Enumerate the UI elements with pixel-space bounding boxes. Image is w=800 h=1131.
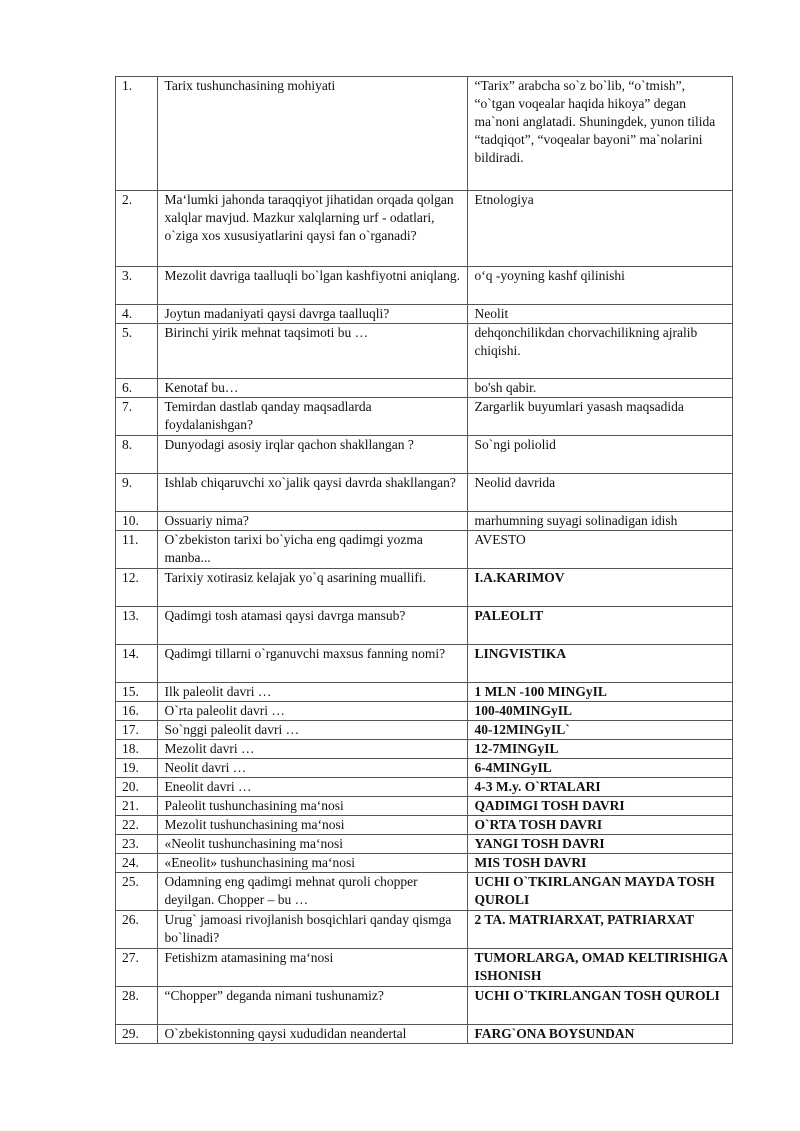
answer-cell: o‘q -yoyning kashf qilinishi (467, 267, 732, 305)
row-number: 5. (116, 324, 158, 379)
table-row (116, 474, 733, 512)
question-cell: Kenotaf bu… (157, 379, 467, 398)
answer-cell: O`RTA TOSH DAVRI (467, 816, 732, 835)
row-number: 11. (116, 531, 158, 569)
question-cell: Odamning eng qadimgi mehnat quroli chopper deyilgan. Chopper – bu … (157, 873, 467, 911)
answer-cell: Neolit (467, 305, 732, 324)
answer-cell: PALEOLIT (467, 607, 732, 645)
question-cell: Birinchi yirik mehnat taqsimoti bu … (157, 324, 467, 379)
table-row (116, 569, 733, 607)
question-cell: Temirdan dastlab qanday maqsadlarda foydalanishgan? (157, 398, 467, 436)
row-number: 14. (116, 645, 158, 683)
row-number: 28. (116, 987, 158, 1025)
table-row (116, 267, 733, 305)
table-row (116, 305, 733, 324)
question-cell: Mezolit davri … (157, 740, 467, 759)
row-number: 7. (116, 398, 158, 436)
question-cell: Eneolit davri … (157, 778, 467, 797)
row-number: 9. (116, 474, 158, 512)
answer-cell: UCHI O`TKIRLANGAN TOSH QUROLI (467, 987, 732, 1025)
question-cell: Qadimgi tillarni o`rganuvchi maxsus fanning nomi? (157, 645, 467, 683)
table-row (116, 759, 733, 778)
question-cell: “Chopper” deganda nimani tushunamiz? (157, 987, 467, 1025)
question-cell: Dunyodagi asosiy irqlar qachon shakllangan ? (157, 436, 467, 474)
question-cell: Qadimgi tosh atamasi qaysi davrga mansub? (157, 607, 467, 645)
row-number: 10. (116, 512, 158, 531)
table-row (116, 911, 733, 949)
table-row (116, 721, 733, 740)
question-cell: «Eneolit» tushunchasining ma‘nosi (157, 854, 467, 873)
table-row (116, 797, 733, 816)
answer-cell: 1 MLN -100 MINGyIL (467, 683, 732, 702)
table-row (116, 645, 733, 683)
table-row (116, 607, 733, 645)
row-number: 1. (116, 77, 158, 191)
question-cell: Ossuariy nima? (157, 512, 467, 531)
row-number: 4. (116, 305, 158, 324)
question-cell: Ma‘lumki jahonda taraqqiyot jihatidan orqada qolgan xalqlar mavjud. Mazkur xalqlarning urf - odatlari, o`ziga xos xususiyatlarini qaysi fan o`rganadi? (157, 191, 467, 267)
answer-cell: LINGVISTIKA (467, 645, 732, 683)
question-cell: Ilk paleolit davri … (157, 683, 467, 702)
row-number: 21. (116, 797, 158, 816)
row-number: 29. (116, 1025, 158, 1044)
row-number: 16. (116, 702, 158, 721)
question-cell: Paleolit tushunchasining ma‘nosi (157, 797, 467, 816)
row-number: 8. (116, 436, 158, 474)
table-row (116, 835, 733, 854)
answer-cell: bo'sh qabir. (467, 379, 732, 398)
table-row (116, 512, 733, 531)
answer-cell: 6-4MINGyIL (467, 759, 732, 778)
table-row (116, 436, 733, 474)
question-cell: So`nggi paleolit davri … (157, 721, 467, 740)
table-row (116, 683, 733, 702)
table-row (116, 873, 733, 911)
answer-cell: 4-3 M.y. O`RTALARI (467, 778, 732, 797)
answer-cell: So`ngi poliolid (467, 436, 732, 474)
answer-cell: dehqonchilikdan chorvachilikning ajralib chiqishi. (467, 324, 732, 379)
answer-cell: QADIMGI TOSH DAVRI (467, 797, 732, 816)
answer-cell: Zargarlik buyumlari yasash maqsadida (467, 398, 732, 436)
answer-cell: YANGI TOSH DAVRI (467, 835, 732, 854)
table-row (116, 949, 733, 987)
table-row (116, 816, 733, 835)
table-row (116, 854, 733, 873)
table-row (116, 324, 733, 379)
row-number: 22. (116, 816, 158, 835)
answer-cell: UCHI O`TKIRLANGAN MAYDA TOSH QUROLI (467, 873, 732, 911)
question-cell: O`zbekiston tarixi bo`yicha eng qadimgi yozma manba... (157, 531, 467, 569)
row-number: 17. (116, 721, 158, 740)
row-number: 6. (116, 379, 158, 398)
question-cell: Neolit davri … (157, 759, 467, 778)
answer-cell: 40-12MINGyIL` (467, 721, 732, 740)
table-row (116, 379, 733, 398)
answer-cell: marhumning suyagi solinadigan idish (467, 512, 732, 531)
table-row (116, 398, 733, 436)
table-row (116, 531, 733, 569)
question-cell: Ishlab chiqaruvchi xo`jalik qaysi davrda shakllangan? (157, 474, 467, 512)
question-cell: O`rta paleolit davri … (157, 702, 467, 721)
row-number: 15. (116, 683, 158, 702)
question-cell: Urug` jamoasi rivojlanish bosqichlari qanday qismga bo`linadi? (157, 911, 467, 949)
answer-cell: 2 TA. MATRIARXAT, PATRIARXAT (467, 911, 732, 949)
question-cell: Fetishizm atamasining ma‘nosi (157, 949, 467, 987)
row-number: 3. (116, 267, 158, 305)
answer-cell: FARG`ONA BOYSUNDAN (467, 1025, 732, 1044)
answer-cell: Etnologiya (467, 191, 732, 267)
table-row (116, 740, 733, 759)
row-number: 18. (116, 740, 158, 759)
question-cell: Mezolit tushunchasining ma‘nosi (157, 816, 467, 835)
qa-table (115, 76, 733, 1044)
answer-cell: AVESTO (467, 531, 732, 569)
answer-cell: Neolid davrida (467, 474, 732, 512)
answer-cell: 100-40MINGyIL (467, 702, 732, 721)
answer-cell: 12-7MINGyIL (467, 740, 732, 759)
table-row (116, 1025, 733, 1044)
row-number: 19. (116, 759, 158, 778)
table-row (116, 77, 733, 191)
row-number: 27. (116, 949, 158, 987)
question-cell: Tarix tushunchasining mohiyati (157, 77, 467, 191)
row-number: 26. (116, 911, 158, 949)
answer-cell: MIS TOSH DAVRI (467, 854, 732, 873)
row-number: 25. (116, 873, 158, 911)
qa-table-body (116, 77, 733, 1044)
row-number: 13. (116, 607, 158, 645)
row-number: 20. (116, 778, 158, 797)
row-number: 12. (116, 569, 158, 607)
question-cell: O`zbekistonning qaysi xududidan neandertal (157, 1025, 467, 1044)
row-number: 24. (116, 854, 158, 873)
table-row (116, 702, 733, 721)
table-row (116, 778, 733, 797)
question-cell: Tarixiy xotirasiz kelajak yo`q asarining muallifi. (157, 569, 467, 607)
table-row (116, 987, 733, 1025)
table-row (116, 191, 733, 267)
row-number: 23. (116, 835, 158, 854)
answer-cell: “Tarix” arabcha so`z bo`lib, “o`tmish”, “o`tgan voqealar haqida hikoya” degan ma`noni anglatadi. Shuningdek, yunon tilida “tadqiqot”, “voqealar bayoni” ma`nolarini bildiradi. (467, 77, 732, 191)
row-number: 2. (116, 191, 158, 267)
question-cell: Mezolit davriga taalluqli bo`lgan kashfiyotni aniqlang. (157, 267, 467, 305)
question-cell: Joytun madaniyati qaysi davrga taalluqli? (157, 305, 467, 324)
answer-cell: TUMORLARGA, OMAD KELTIRISHIGA ISHONISH (467, 949, 732, 987)
question-cell: «Neolit tushunchasining ma‘nosi (157, 835, 467, 854)
answer-cell: I.A.KARIMOV (467, 569, 732, 607)
